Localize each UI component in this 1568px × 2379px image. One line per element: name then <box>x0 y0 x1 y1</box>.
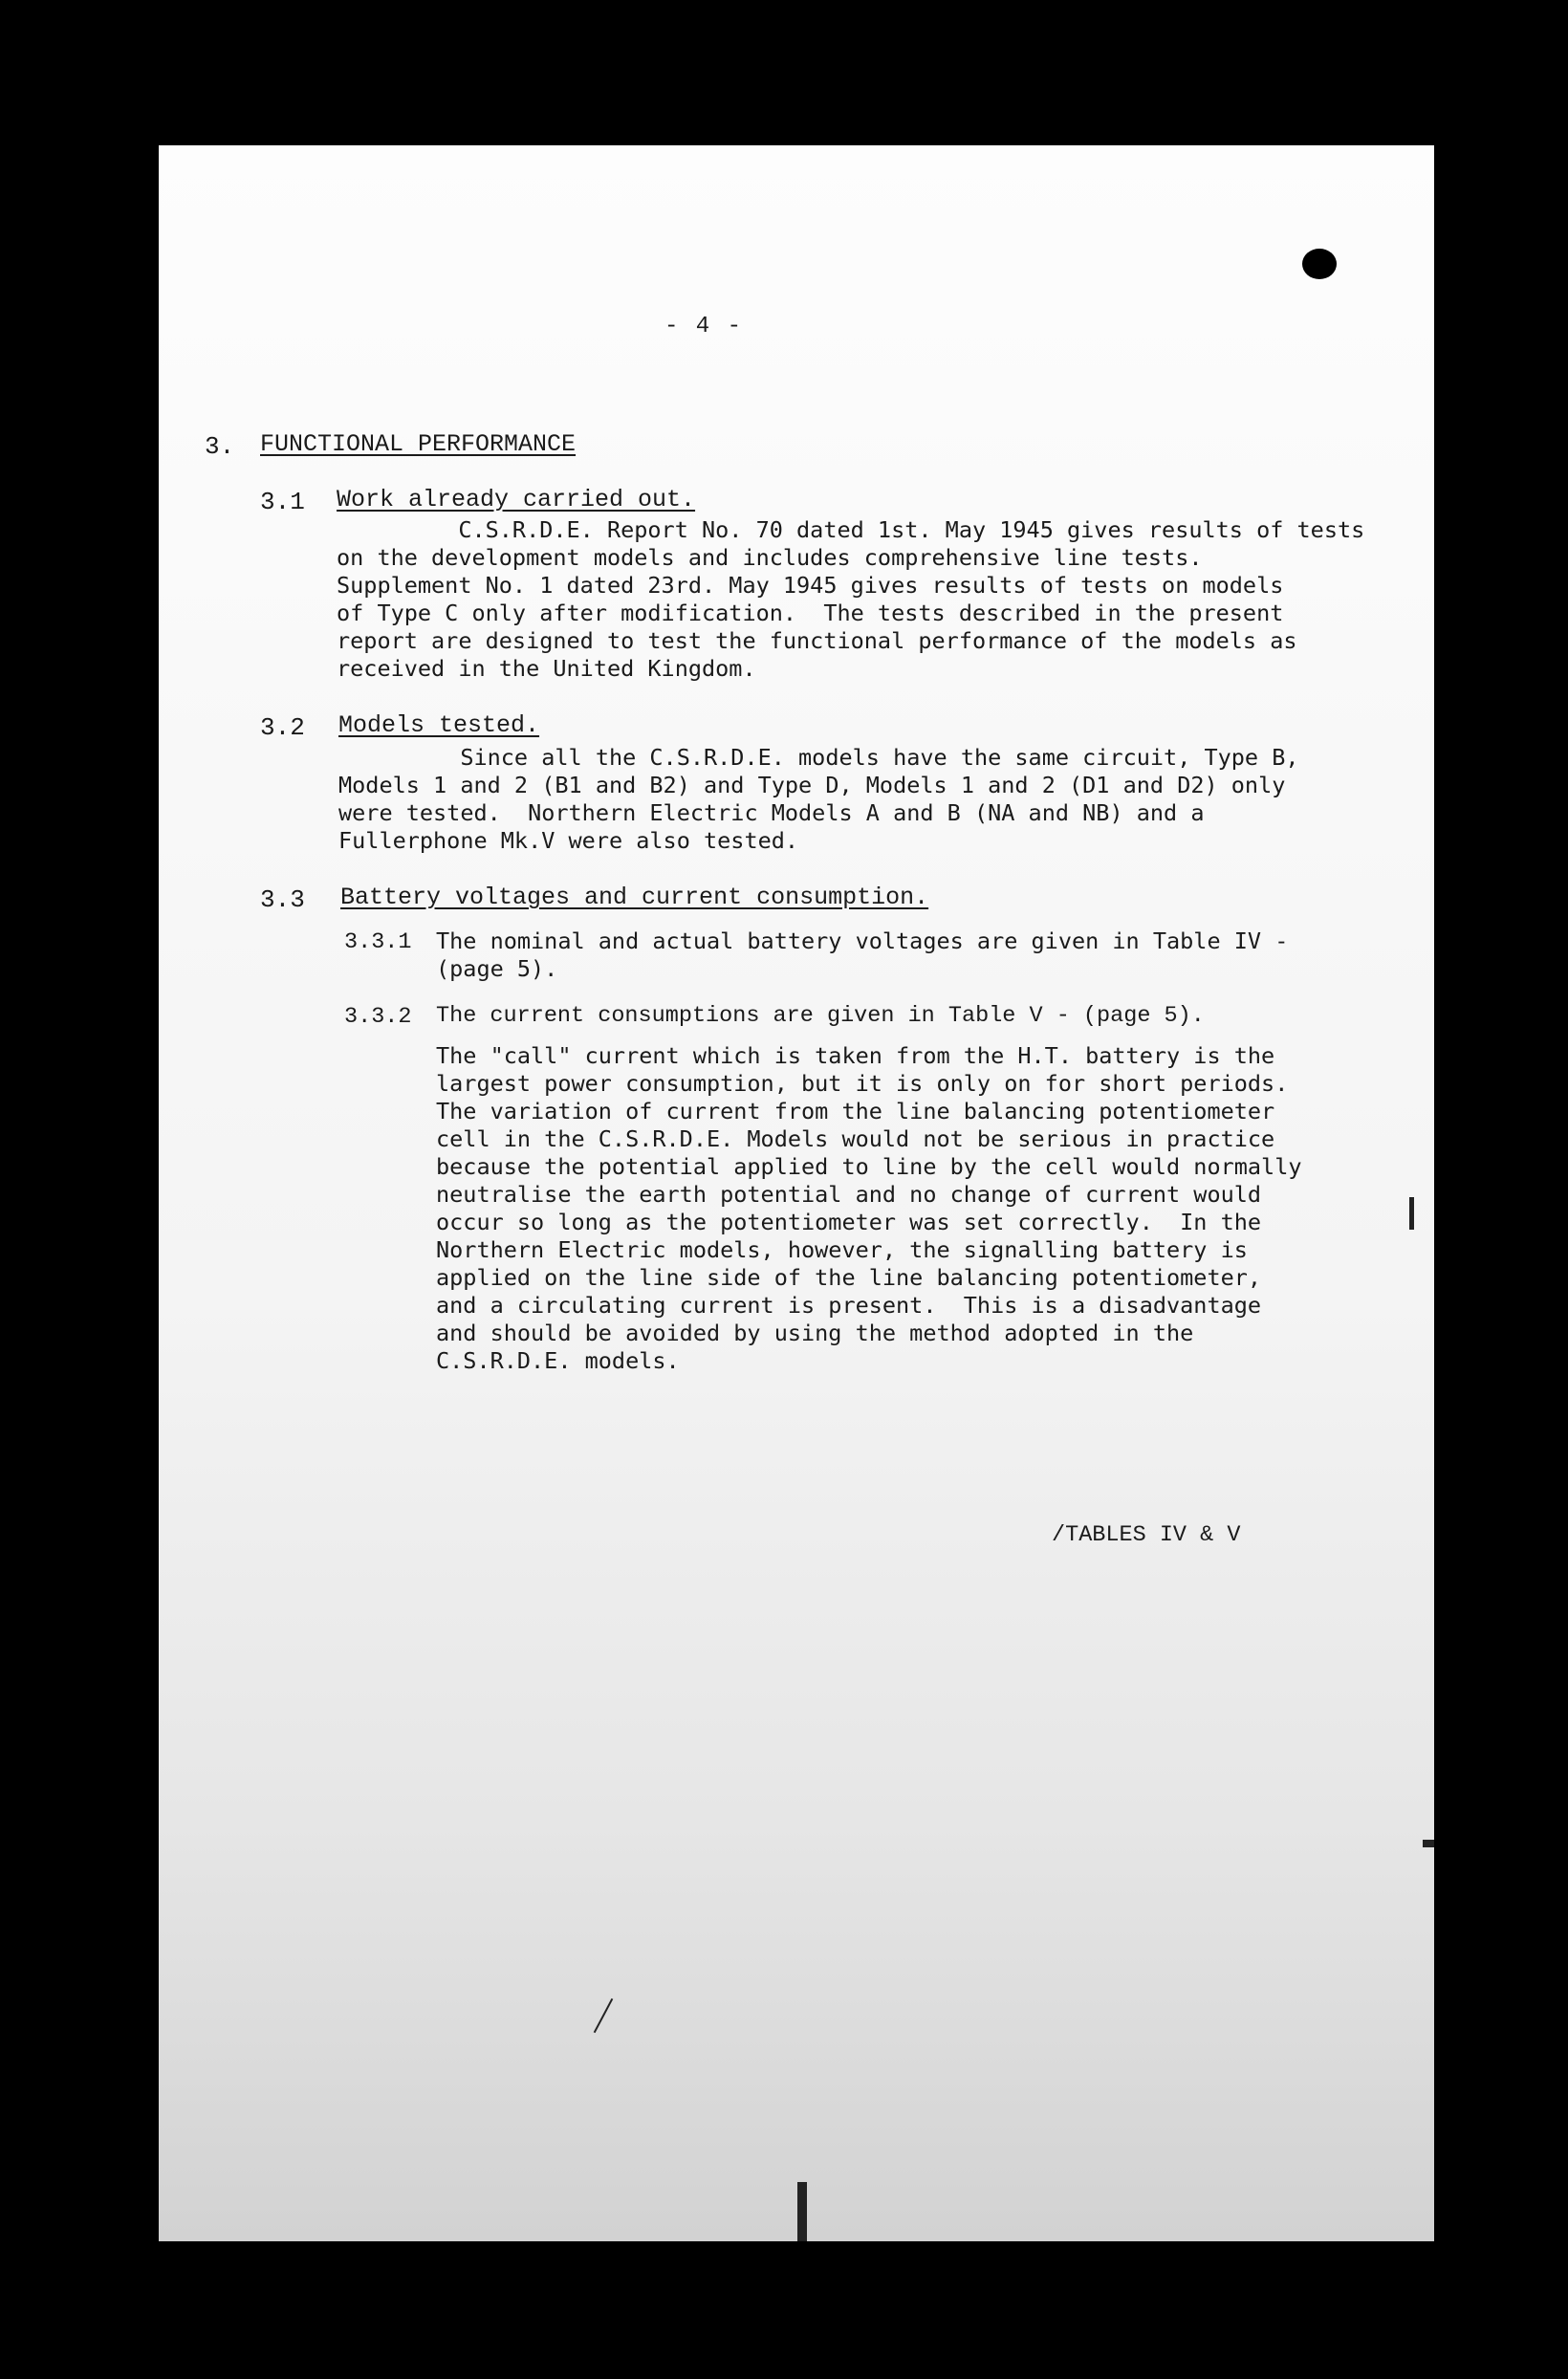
scan-mark <box>1423 1840 1434 1847</box>
section-number: 3. <box>205 432 235 461</box>
paragraph-models-tested: Since all the C.S.R.D.E. models have the same circuit, Type B, Models 1 and 2 (B1 and B2) and Type D, Models 1 and 2 (D1 and D2) only were tested. Northern Electric Models A and B (NA and NB) and a Fullerphone Mk.V were also tested. <box>338 744 1299 854</box>
section-title: FUNCTIONAL PERFORMANCE <box>260 430 577 458</box>
paragraph-battery-voltages: The nominal and actual battery voltages are given in Table IV - (page 5). <box>436 928 1289 982</box>
paragraph-work-carried-out: C.S.R.D.E. Report No. 70 dated 1st. May 1945 gives results of tests on the development models and includes comprehensive line tests. Supplement No. 1 dated 23rd. May 1945 gives results of tests on models of Type C only after modification. The tests described in the present report are designed to test the functional performance of the models as received in the United Kingdom. <box>337 516 1365 682</box>
scan-mark <box>797 2182 807 2241</box>
subsection-number-3-1: 3.1 <box>260 488 305 516</box>
item-number-3-3-1: 3.3.1 <box>344 929 412 955</box>
closing-reference: /TABLES IV & V <box>1052 1522 1241 1548</box>
subsection-title-3-3: Battery voltages and current consumption. <box>340 884 929 911</box>
page-number: - 4 - <box>664 314 744 339</box>
punch-hole <box>1302 249 1337 279</box>
item-number-3-3-2: 3.3.2 <box>344 1004 412 1030</box>
paragraph-current-consumptions-lead: The current consumptions are given in Table V - (page 5). <box>436 1003 1205 1029</box>
subsection-number-3-2: 3.2 <box>260 713 305 742</box>
subsection-number-3-3: 3.3 <box>260 885 305 914</box>
subsection-title-3-1: Work already carried out. <box>337 486 696 513</box>
scan-mark <box>1409 1197 1414 1230</box>
subsection-title-3-2: Models tested. <box>338 711 540 739</box>
paragraph-current-consumptions: The "call" current which is taken from the H.T. battery is the largest power consumption, but it is only on for short periods. The variation of current from the line balancing potentiometer cell in the C.S.R.D.E. Models would not be serious in practice because the potential applied to line by the cell would normally neutralise the earth potential and no change of current would occur so long as the potentiometer was set correctly. In the Northern Electric models, however, the signalling battery is applied on the line side of the line balancing potentiometer, and a circulating current is present. This is a disadvantage and should be avoided by using the method adopted in the C.S.R.D.E. models. <box>436 1042 1302 1374</box>
